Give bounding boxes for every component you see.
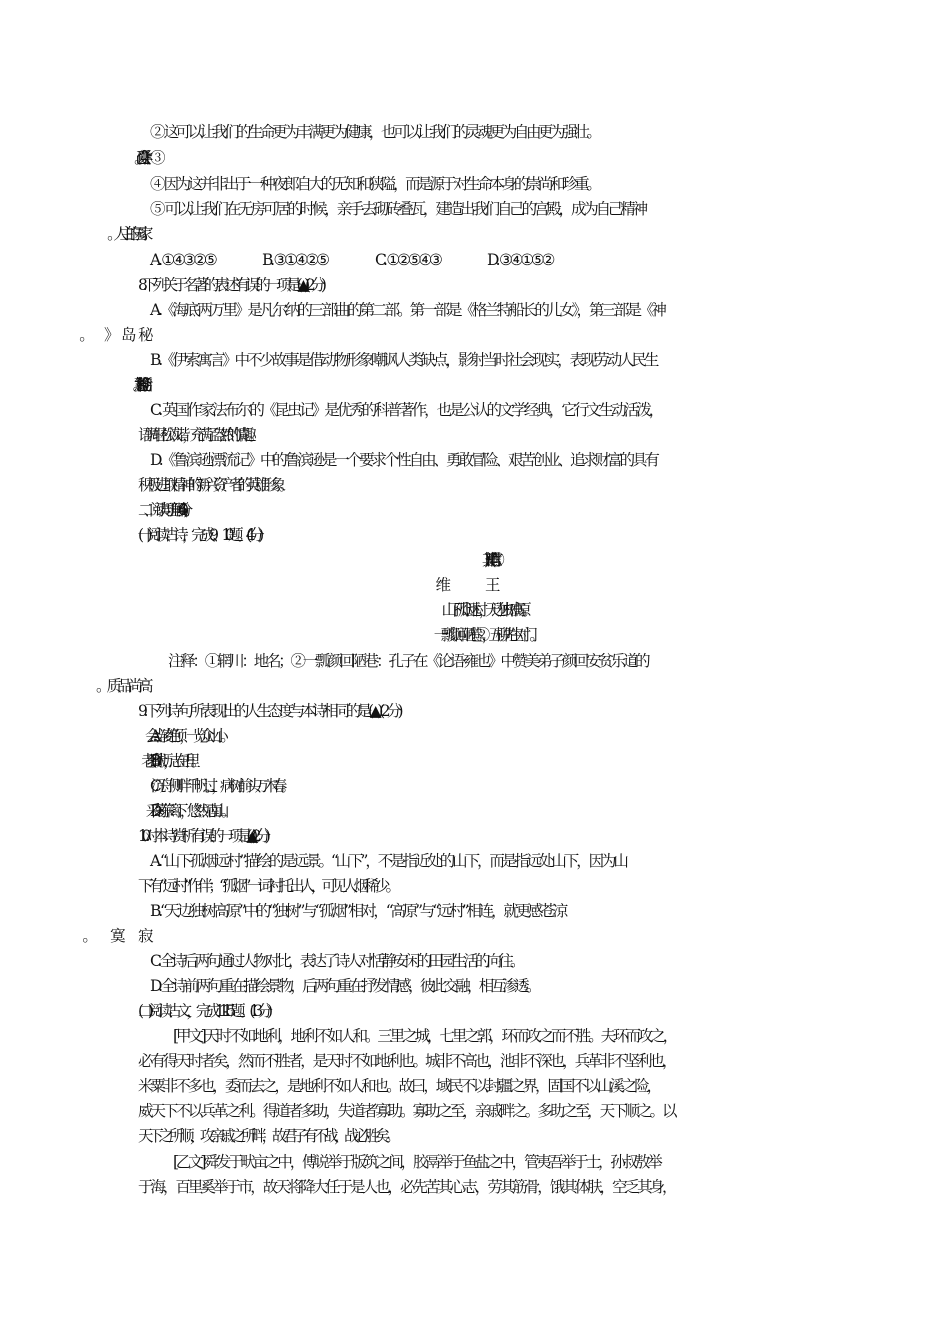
q8-option-d-line1: D.《鲁滨逊漂流记》中的鲁滨逊是一个要求个性自由、勇敢冒险、艰苦创业、追求财富的具有: [150, 451, 657, 469]
q10-option-b-line1: B.“天边独树高原”中的“独树”与“孤烟”相对，“高原”与“远村”相连，就更感苍凉: [150, 902, 566, 920]
q9-stem: 9. 下列诗句所表现出的人生态度与本诗相同的是(▲)(2分): [138, 702, 400, 720]
q8-option-a-line1: A.《海底两万里》是凡尔纳的三部曲的第二部。第一部是《格兰特船长的儿女》，第三部是《神: [150, 301, 664, 319]
text-jia-line5: 天下之所顺，攻亲戚之所畔，故君子有不战，战必胜矣。: [138, 1127, 396, 1145]
q7-option-d: D. ③④①⑤②: [487, 251, 553, 269]
sentence-5-line1: ⑤ 可以让我们在无房可居的时候，亲手去砌砖叠瓦，建造出我们自己的宫殿，成为自己精神: [150, 200, 645, 218]
part1-intro: (一)阅读古诗，完成9、10题。(4分): [138, 526, 258, 544]
q9-option-c: C. 沉舟侧畔千帆过，病树前头万木春。: [150, 777, 290, 795]
section-2-heading: 二、阅读与理解。(46分): [138, 501, 180, 519]
text-jia-line4: 威天下不以兵革之利。得道者多助，失道者寡助。寡助之至，亲戚畔之。多助之至，天下顺之。以: [138, 1102, 675, 1120]
poem-author: [0, 575, 950, 595]
poem-line-2: 一瓢颜回陋巷②，五柳先生对门。: [433, 626, 537, 644]
q7-option-b: B. ③①④②⑤: [262, 251, 327, 269]
text-jia-line1: [甲文]天时不如地利，地利不如人和。三里之城，七里之郭，环而攻之而不胜。夫环而攻之，: [173, 1027, 676, 1045]
poem-note-line2: [0, 676, 950, 696]
text-yi-line1: [乙文]舜发于畎亩之中，傅说举于版筑之间，胶鬲举于鱼盐之中，管夷吾举于士，孙叔敖举: [173, 1153, 660, 1171]
q10-option-c: C. 全诗后两句通过人物对比，表达了诗人对恬静安闲的田园生活的向往。: [150, 952, 522, 970]
q10-option-a-line2: 下有“远村”作伴；“孤烟”一词衬托出人，可见人烟稀少。: [138, 877, 397, 895]
sentence-3: [0, 148, 950, 168]
q8-stem: 8. 下列关于名著的表述有误的一项是(▲)(2分): [138, 276, 322, 294]
sentence-2: ② 这可以让我们的生命更为丰满更为健康，也可以让我们的灵魂更为自由更为强壮。: [150, 123, 599, 141]
sentence-5-line2: [0, 224, 950, 244]
part2-intro: (二)阅读古文，完成11-15题。(13分): [138, 1002, 268, 1020]
q10-option-a-line1: A.“山下孤烟远村”描绘的是远景。“山下”，不是指近处的山下，而是指远处山下，因为山: [150, 852, 626, 870]
q10-option-b-line2: [0, 926, 950, 946]
poem-note-line1: 注释：①辋川：地名；②一瓢颜回陋巷：孔子在《论语·雍也》中赞美弟子颜回安贫乐道的: [168, 652, 648, 670]
q9-option-a: A. 会当凌绝顶，一览众山小。: [150, 727, 228, 745]
q8-option-b-line2: [0, 375, 950, 395]
q9-option-d: D. 采菊东篱下，悠然见南山。: [150, 802, 228, 820]
poem-title: [0, 550, 950, 570]
q8-option-c-line1: C. 英国作家法布尔的《昆虫记》是优秀的科普著作，也是公认的文学经典，它行文生动活泼，: [150, 401, 662, 419]
q7-option-c: C. ①②⑤④③: [375, 251, 440, 269]
q8-option-a-line2: [0, 325, 950, 345]
poem-line-1: 山下孤烟远村，天边独树高原。: [441, 601, 529, 619]
text-yi-line2: 于海，百里奚举于市，故天将降大任于是人也，必先苦其心志，劳其筋骨，饿其体肤，空乏其身，: [138, 1178, 675, 1196]
sentence-4: ④ 因为这并非出于一种夜郎自大的无知和狭隘，而是源于对生命本身的崇尚和珍重。: [150, 175, 599, 193]
q8-option-c-line2: 语调轻松诙谐，充满了盎然的情趣。: [138, 426, 257, 444]
q10-stem: 10.对本诗赏析有误的一项是(▲)(2分): [138, 827, 265, 845]
q10-option-d: D. 全诗前两句重在描绘景物，后两句重在抒发情感，彼此交融，相互渗透。: [150, 977, 538, 995]
q7-option-a: A. ①④③②⑤: [150, 251, 215, 269]
q8-option-b-line1: B.《伊索寓言》中不少故事是借动物形象嘲讽人类缺点，影射当时社会现实，表现劳动人民生: [150, 351, 657, 369]
text-jia-line2: 必有得天时者矣，然而不胜者，是天时不如地利也。城非不高也，池非不深也，兵革非不坚利也，: [138, 1052, 675, 1070]
q9-option-b: B. 老骥伏枥，志在千里。: [150, 752, 197, 770]
text-jia-line3: 米粟非不多也，委而去之，是地利不如人和也。故曰，域民不以封疆之界，固国不以山溪之险，: [138, 1077, 660, 1095]
q7-options: [0, 250, 950, 270]
q8-option-d-line2: 积极进取精神的新兴资产者的英雄形象。: [138, 476, 288, 494]
